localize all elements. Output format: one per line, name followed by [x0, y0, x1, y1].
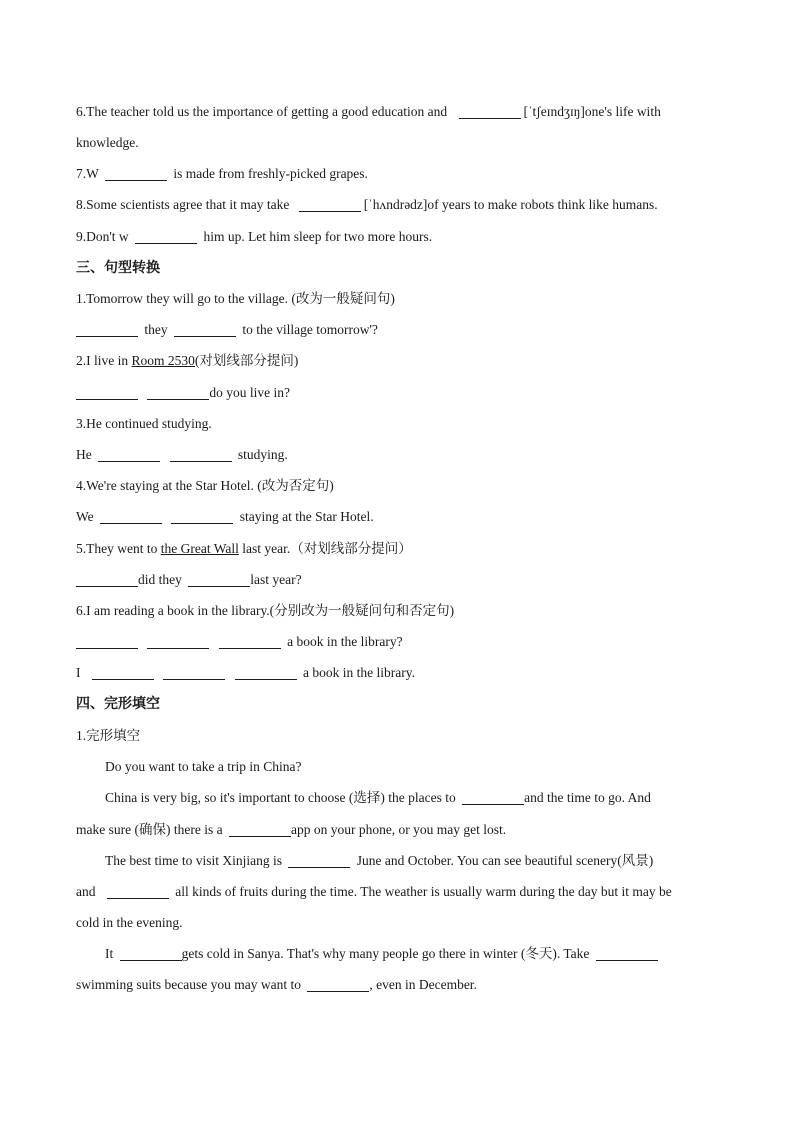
passage-text: China is very big, so it's important to choose (选择) the places to [105, 790, 456, 805]
answer-blank[interactable] [171, 509, 233, 524]
transform-answer-4 [76, 508, 726, 526]
section-heading-3: 三、句型转换 [76, 260, 160, 276]
transform-question-2 [76, 352, 726, 370]
question-text: 8.Some scientists agree that it may take [76, 197, 290, 212]
answer-text: do you live in? [209, 385, 290, 400]
answer-blank[interactable] [170, 447, 232, 462]
transform-answer-5 [76, 571, 726, 589]
answer-blank[interactable] [299, 197, 361, 212]
transform-question-3: 3.He continued studying. [76, 416, 212, 431]
transform-answer-3 [76, 446, 726, 464]
passage-text: swimming suits because you may want to [76, 977, 301, 992]
question-text: him up. Let him sleep for two more hours. [203, 229, 433, 244]
passage-text: all kinds of fruits during the time. The weather is usually warm during the day but it may be [175, 884, 672, 899]
answer-blank[interactable] [98, 447, 160, 462]
transform-answer-2 [76, 384, 726, 402]
answer-blank[interactable] [188, 572, 250, 587]
passage-text: , even in December. [369, 977, 477, 992]
cloze-paragraph-1: Do you want to take a trip in China? [105, 759, 302, 774]
answer-blank[interactable] [76, 385, 138, 400]
passage-text: make sure (确保) there is a [76, 822, 223, 837]
transform-question-4: 4.We're staying at the Star Hotel. (改为否定句) [76, 478, 334, 493]
question-6 [76, 103, 726, 121]
question-text: 6.The teacher told us the importance of getting a good education and [76, 104, 448, 119]
answer-text: I [76, 665, 81, 680]
transform-answer-1 [76, 321, 726, 339]
answer-text: staying at the Star Hotel. [239, 509, 374, 524]
transform-answer-6a [76, 633, 726, 651]
answer-text: last year? [250, 572, 302, 587]
cloze-paragraph-2 [105, 789, 755, 807]
passage-text: It [105, 946, 114, 961]
answer-blank[interactable] [229, 822, 291, 837]
transform-question-5 [76, 540, 726, 558]
answer-blank[interactable] [147, 385, 209, 400]
question-text: 5.They went to [76, 541, 158, 556]
answer-blank[interactable] [596, 946, 658, 961]
cloze-subheading: 1.完形填空 [76, 728, 141, 743]
question-text: 9.Don't w [76, 229, 129, 244]
question-text: is made from freshly-picked grapes. [173, 166, 368, 181]
answer-text: studying. [237, 447, 288, 462]
cloze-paragraph-3-end: cold in the evening. [76, 915, 183, 930]
answer-blank[interactable] [219, 634, 281, 649]
passage-text: gets cold in Sanya. That's why many people go there in winter (冬天). Take [181, 946, 590, 961]
passage-text: and the time to go. And [524, 790, 651, 805]
passage-text: The best time to visit Xinjiang is [105, 853, 282, 868]
answer-blank[interactable] [100, 509, 162, 524]
transform-question-1: 1.Tomorrow they will go to the village. (改为一般疑问句) [76, 291, 395, 306]
transform-question-6: 6.I am reading a book in the library.(分别改为一般疑问句和否定句) [76, 603, 455, 618]
answer-blank[interactable] [105, 166, 167, 181]
answer-blank[interactable] [307, 977, 369, 992]
answer-blank[interactable] [135, 229, 197, 244]
answer-blank[interactable] [107, 884, 169, 899]
cloze-paragraph-4 [105, 945, 755, 963]
cloze-paragraph-2-continued [76, 821, 726, 839]
cloze-paragraph-3-continued [76, 883, 726, 901]
answer-blank[interactable] [235, 665, 297, 680]
passage-text: June and October. You can see beautiful scenery(风景) [356, 853, 654, 868]
cloze-paragraph-4-continued [76, 976, 726, 994]
question-6-continued: knowledge. [76, 135, 139, 150]
transform-answer-6b [76, 664, 726, 682]
answer-blank[interactable] [174, 322, 236, 337]
answer-blank[interactable] [163, 665, 225, 680]
answer-blank[interactable] [76, 572, 138, 587]
answer-blank[interactable] [120, 946, 182, 961]
passage-text: and [76, 884, 96, 899]
question-7 [76, 165, 726, 183]
answer-text: He [76, 447, 92, 462]
underlined-phrase: Room 2530 [131, 353, 195, 368]
question-9 [76, 228, 726, 246]
answer-blank[interactable] [462, 790, 524, 805]
answer-blank[interactable] [76, 634, 138, 649]
answer-blank[interactable] [76, 322, 138, 337]
instruction-text: (对划线部分提问) [194, 353, 299, 368]
phonetic-hint: [ˈhʌndrədz]of years to make robots think like humans. [363, 197, 658, 212]
instruction-text: last year.（对划线部分提问） [242, 541, 412, 556]
section-heading-4: 四、完形填空 [76, 696, 160, 712]
answer-text: a book in the library. [303, 665, 415, 680]
cloze-paragraph-3 [105, 852, 755, 870]
answer-text: they [144, 322, 168, 337]
underlined-phrase: the Great Wall [160, 541, 239, 556]
answer-blank[interactable] [288, 853, 350, 868]
answer-text: a book in the library? [287, 634, 403, 649]
answer-text: We [76, 509, 94, 524]
passage-text: app on your phone, or you may get lost. [290, 822, 507, 837]
answer-text: to the village tomorrow'? [242, 322, 378, 337]
answer-blank[interactable] [92, 665, 154, 680]
question-text: 2.I live in [76, 353, 129, 368]
answer-blank[interactable] [147, 634, 209, 649]
answer-blank[interactable] [459, 104, 521, 119]
question-8 [76, 196, 726, 214]
phonetic-hint: [ˈtʃeɪndʒɪŋ]one's life with [523, 104, 661, 119]
answer-text: did they [138, 572, 182, 587]
question-text: 7.W [76, 166, 99, 181]
